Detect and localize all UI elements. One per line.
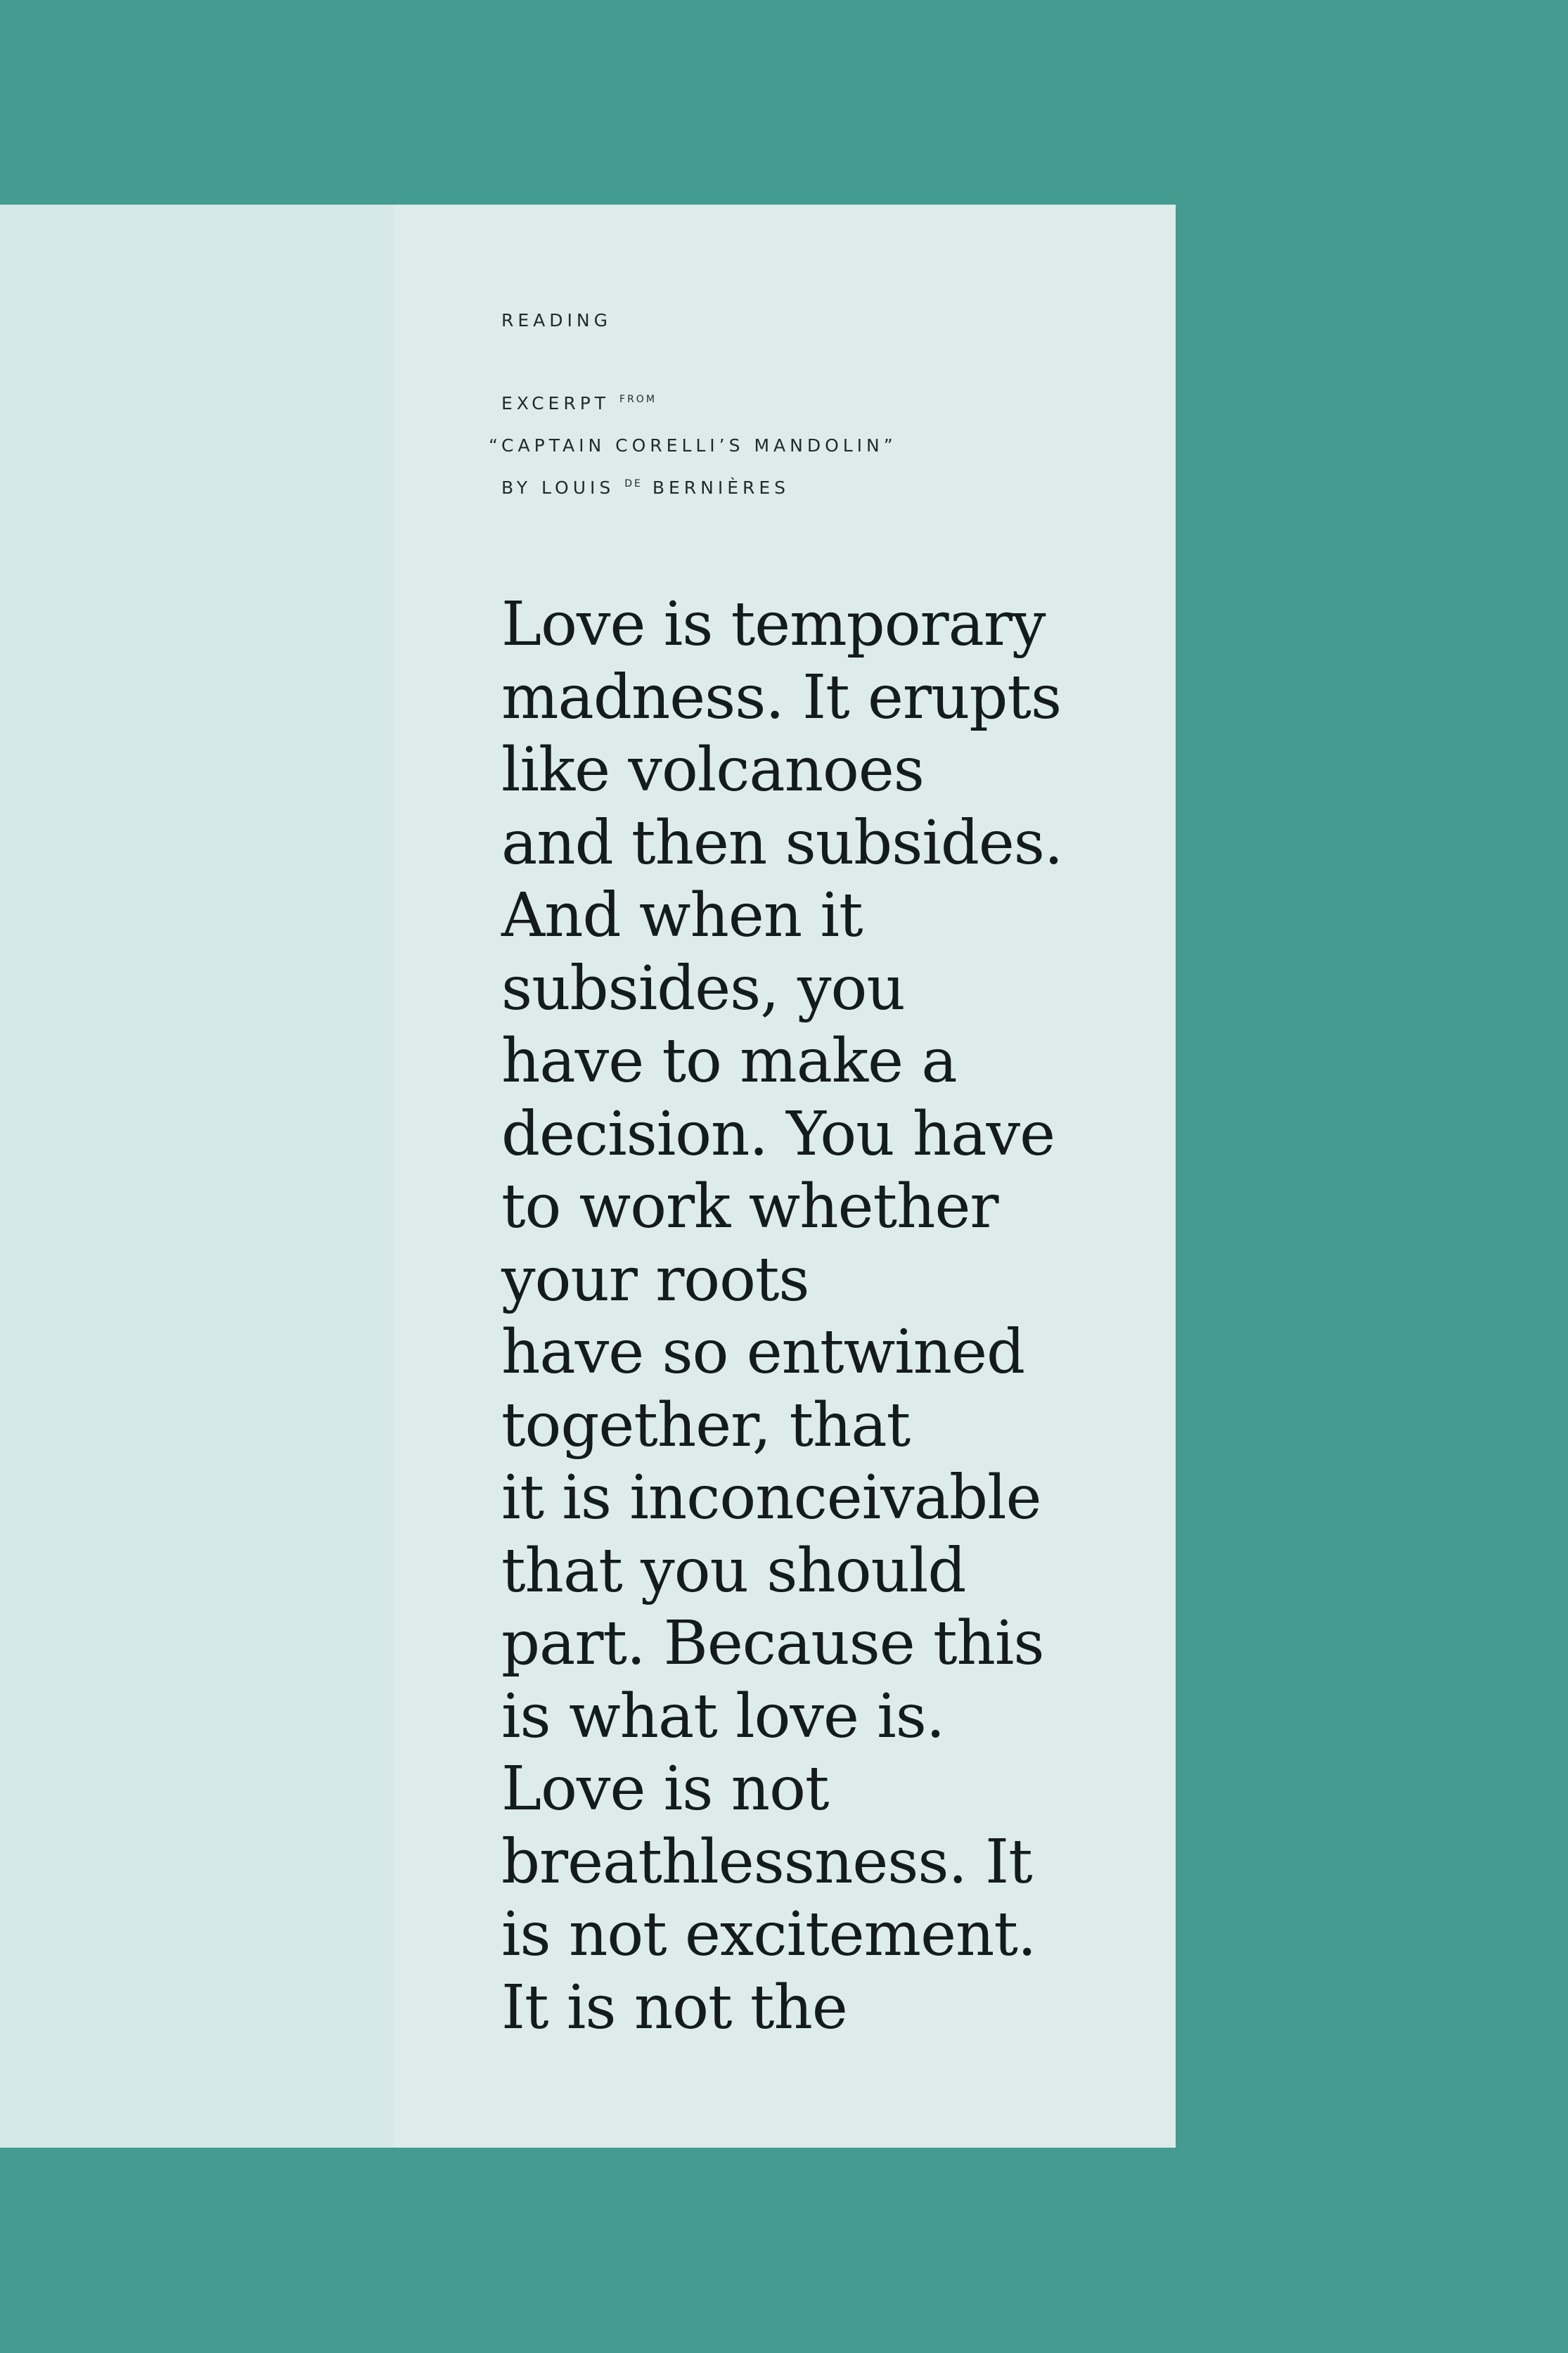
excerpt-line: Love is temporary xyxy=(501,589,1046,660)
excerpt-line: to work whether xyxy=(501,1172,998,1242)
excerpt-line: is what love is. xyxy=(501,1681,945,1752)
excerpt-line: that you should xyxy=(501,1535,966,1606)
excerpt-line: together, that xyxy=(501,1390,911,1461)
excerpt-line: your roots xyxy=(501,1244,809,1315)
author-surname: BERNIÈRES xyxy=(652,477,790,498)
by-word: BY LOUIS xyxy=(501,477,615,498)
section-label: READING xyxy=(501,310,612,331)
excerpt-line: like volcanoes xyxy=(501,735,924,805)
excerpt-line: Love is not xyxy=(501,1754,829,1824)
excerpt-line: breathlessness. It xyxy=(501,1826,1032,1897)
excerpt-body xyxy=(501,589,1166,2044)
excerpt-label xyxy=(501,395,657,412)
excerpt-line: decision. You have xyxy=(501,1098,1055,1169)
excerpt-line: it is inconceivable xyxy=(501,1463,1041,1533)
excerpt-line: have to make a xyxy=(501,1026,957,1096)
author-line xyxy=(501,479,790,496)
page-left-fold xyxy=(0,205,394,2148)
excerpt-line: have so entwined xyxy=(501,1317,1025,1387)
excerpt-line: subsides, you xyxy=(501,953,905,1024)
de-word: DE xyxy=(624,478,643,489)
book-title: “CAPTAIN CORELLI’S MANDOLIN” xyxy=(489,435,897,456)
excerpt-line: part. Because this xyxy=(501,1608,1044,1679)
from-word: FROM xyxy=(619,394,657,405)
excerpt-line: and then subsides. xyxy=(501,807,1063,878)
excerpt-line: And when it xyxy=(501,880,863,951)
excerpt-line: madness. It erupts xyxy=(501,662,1062,733)
excerpt-word: EXCERPT xyxy=(501,393,610,413)
excerpt-line: is not excitement. xyxy=(501,1899,1036,1970)
excerpt-line: It is not the xyxy=(501,1972,847,2043)
